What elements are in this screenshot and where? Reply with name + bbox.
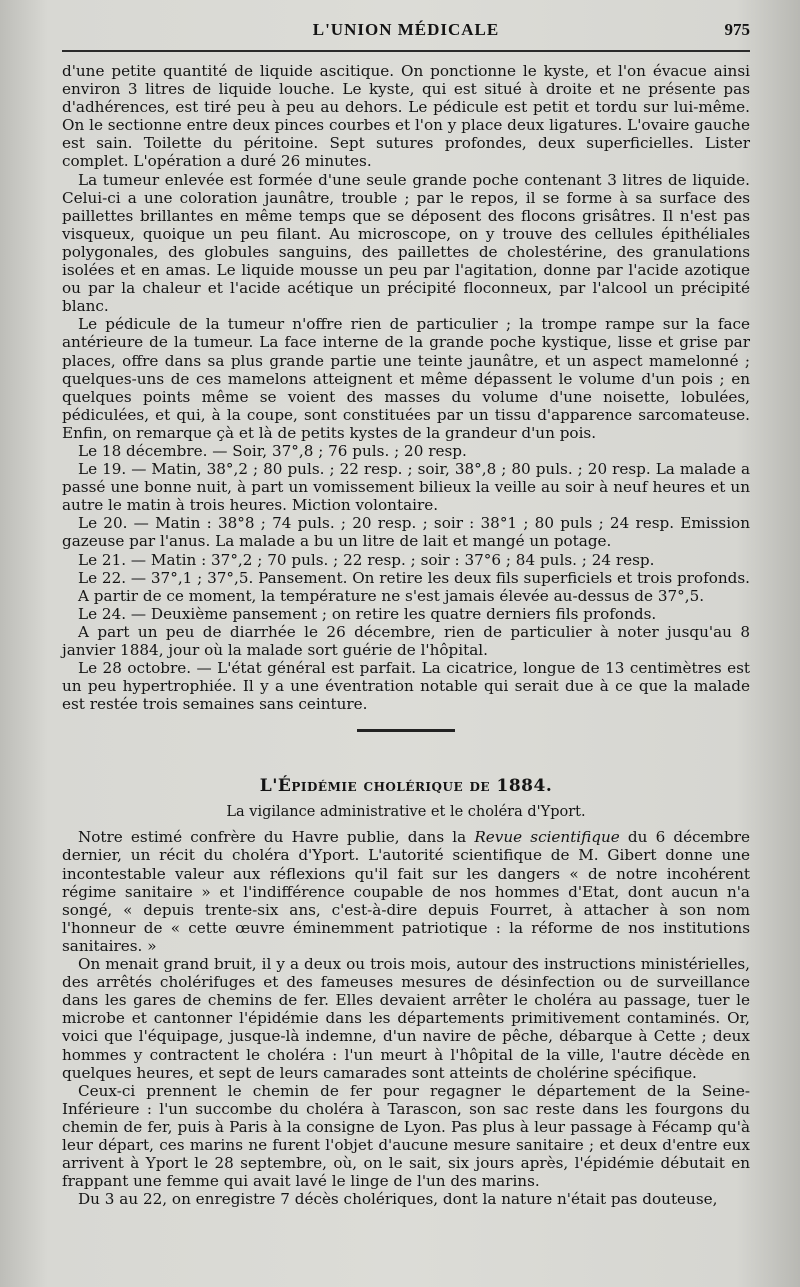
running-title: L'UNION MÉDICALE	[312, 20, 500, 39]
body-text	[62, 62, 750, 1208]
journal-title: Revue scientifique	[474, 828, 620, 847]
paragraph: A part un peu de diarrhée le 26 décembre, rien de particulier à noter jusqu'au 8 janvier 1884, jour où la malade sort guérie de l'hôpital.	[62, 622, 750, 659]
paragraph-revue-before: Notre estimé confrère du Havre publie, dans la	[78, 828, 475, 847]
paragraph: Le pédicule de la tumeur n'offre rien de particulier ; la trompe rampe sur la face antérieure de la tumeur. La face interne de la grande poche kystique, lisse et grise par places, offre dans sa plus grande partie une teinte jaunâtre, et un aspect mamelonné ; quelques-uns de ces mamelons atteignent et même dépassent le volume d'un pois ; en quelques points même se voient des masses du volume d'une noisette, lobulées, pédiculées, et qui, à la coupe, sont constituées par un tissu d'apparence sarcomateuse. Enfin, on remarque çà et là de petits kystes de la grandeur d'un pois.	[62, 315, 750, 442]
section-separator-rule	[357, 729, 455, 732]
paragraph: On menait grand bruit, il y a deux ou trois mois, autour des instructions ministérielles, des arrêtés cholérifuges et des fameuses mesures de désinfection ou de surveillance dans les gares de chemins de fer. Elles devaient arrêter le choléra au passage, tuer le microbe et cantonner l'épidémie dans les départements primitivement contaminés. Or, voici que l'équipage, jusque-là indemne, d'un navire de pêche, débarque à Cette ; deux hommes y contractent le choléra : l'un meurt à l'hôpital de la ville, l'autre décède en quelques heures, et sept de leurs camarades sont atteints de cholérine spécifique.	[62, 955, 750, 1082]
paragraph: Le 28 octobre. — L'état général est parfait. La cicatrice, longue de 13 centimètres est un peu hypertrophiée. Il y a une éventration notable qui serait due à ce que la malade est restée trois semaines sans ceinture.	[62, 659, 750, 714]
paragraph: d'une petite quantité de liquide ascitique. On ponctionne le kyste, et l'on évacue ainsi environ 3 litres de liquide louche. Le kyste, qui est situé à droite et ne présente pas d'adhérences, est tiré peu à peu au dehors. Le pédicule est petit et tordu sur lui-même. On le sectionne entre deux pinces courbes et l'on y place deux ligatures. L'ovaire gauche est sain. Toilette du péritoine. Sept sutures profondes, deux superficielles. Lister complet. L'opération a duré 26 minutes.	[62, 62, 750, 171]
section-title	[62, 776, 750, 796]
paragraph: A partir de ce moment, la température ne s'est jamais élevée au-dessus de 37°,5.	[78, 586, 705, 605]
paragraph: Le 22. — 37°,1 ; 37°,5. Pansement. On retire les deux fils superficiels et trois profonds.	[78, 568, 750, 587]
section-title-lead: L'	[259, 776, 278, 797]
paragraph: Le 18 décembre. — Soir, 37°,8 ; 76 puls. ; 20 resp.	[78, 441, 467, 460]
header-rule	[62, 50, 750, 52]
paragraph: Le 19. — Matin, 38°,2 ; 80 puls. ; 22 resp. ; soir, 38°,8 ; 80 puls. ; 20 resp. La malade a passé une bonne nuit, à part un vomissement bilieux la veille au soir à neuf heures et un autre le matin à trois heures. Miction volontaire.	[62, 460, 750, 515]
paragraph: Du 3 au 22, on enregistre 7 décès cholériques, dont la nature n'était pas douteuse,	[78, 1190, 718, 1209]
paragraph: La tumeur enlevée est formée d'une seule grande poche contenant 3 litres de liquide. Celui-ci a une coloration jaunâtre, trouble ; par le repos, il se forme à sa surface des paillettes brillantes en même temps que se déposent des flocons grisâtres. Il n'est pas visqueux, quoique un peu filant. Au microscope, on y trouve des cellules épithéliales polygonales, des globules sanguins, des paillettes de cholestérine, des granulations isolées et en amas. Le liquide mousse un peu par l'agitation, donne par l'acide azotique ou par la chaleur et l'acide acétique un précipité floconneux, par l'alcool un précipité blanc.	[62, 170, 750, 316]
paragraph: Le 21. — Matin : 37°,2 ; 70 puls. ; 22 resp. ; soir : 37°6 ; 84 puls. ; 24 resp.	[78, 550, 655, 569]
section-title-year: 1884.	[496, 776, 553, 797]
paragraph-revue-after: du 6 décembre dernier, un récit du choléra d'Yport. L'autorité scientifique de M. Gibert donne une incontestable valeur aux réflexions qu'il fait sur les dangers « de notre incohérent régime sanitaire » et l'indifférence coupable de nos hommes d'Etat, dont aucun n'a songé, « depuis trente-six ans, c'est-à-dire depuis Fourret, à attacher à son nom l'honneur de « cette œuvre éminemment patriotique : la réforme de nos institutions sanitaires. »	[62, 828, 750, 955]
paragraph: Ceux-ci prennent le chemin de fer pour regagner le département de la Seine-Inférieure : l'un succombe du choléra à Tarascon, son sac reste dans les fourgons du chemin de fer, puis à Paris à la consigne de Lyon. Pas plus à leur passage à Fécamp qu'à leur départ, ces marins ne furent l'objet d'aucune mesure sanitaire ; et deux d'entre eux arrivent à Yport le 28 septembre, où, on le sait, six jours après, l'épidémie débutait en frappant une femme qui avait lavé le linge de l'un des marins.	[62, 1081, 750, 1191]
paragraph: Le 24. — Deuxième pansement ; on retire les quatre derniers fils profonds.	[78, 604, 657, 623]
page-header	[62, 18, 750, 46]
paragraph: Le 20. — Matin : 38°8 ; 74 puls. ; 20 resp. ; soir : 38°1 ; 80 puls ; 24 resp. Emission gazeuse par l'anus. La malade a bu un litre de lait et mangé un potage.	[62, 514, 750, 551]
paragraph-revue	[62, 828, 750, 955]
section-title-main: Épidémie cholérique de	[277, 776, 491, 797]
page-number: 975	[724, 20, 750, 39]
section-subtitle: La vigilance administrative et le choléra d'Yport.	[226, 804, 586, 821]
